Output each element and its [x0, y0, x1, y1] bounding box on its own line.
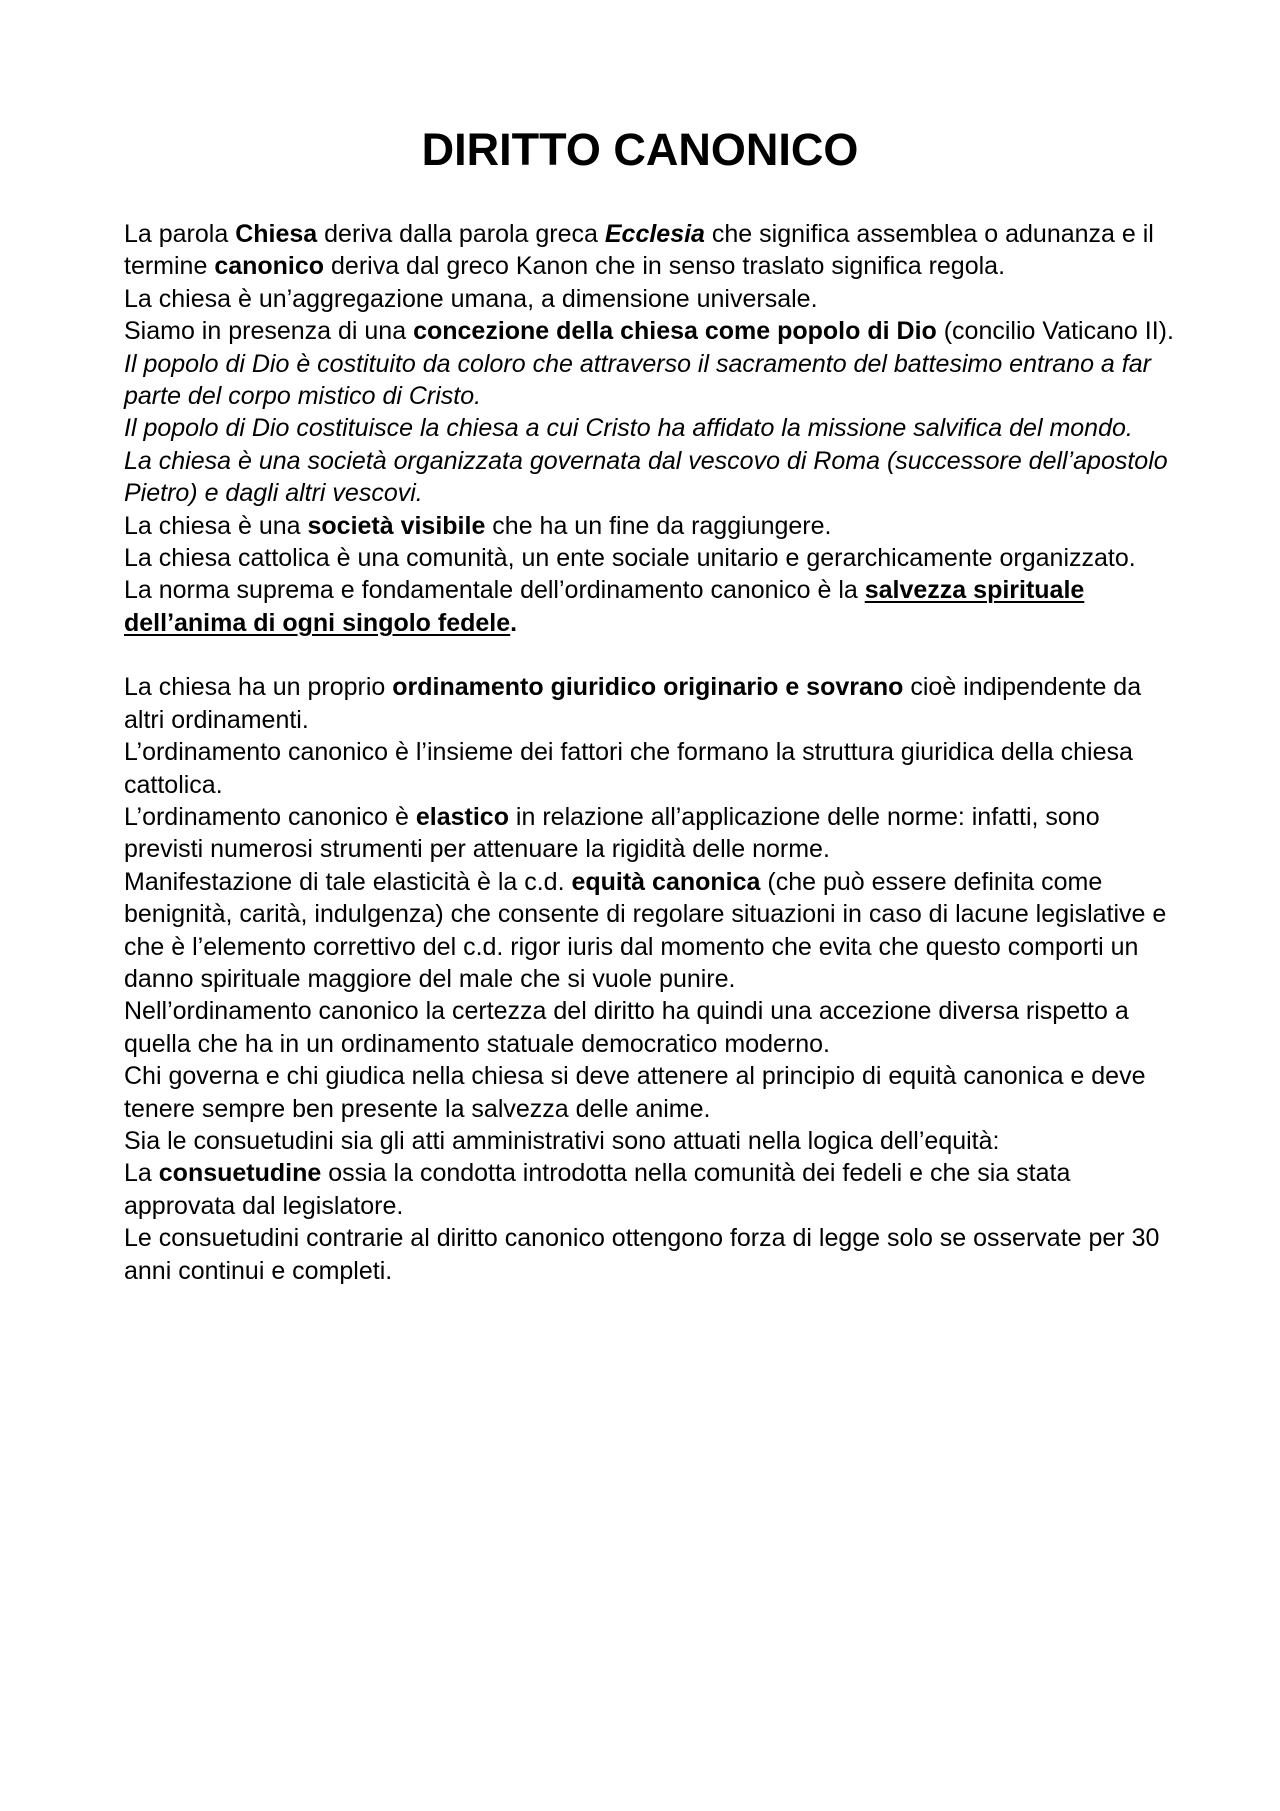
text-run: deriva dal greco Kanon che in senso traslato significa regola.	[324, 252, 1006, 281]
paragraph	[124, 1157, 1184, 1222]
paragraph	[124, 412, 1184, 444]
paragraph	[124, 510, 1184, 542]
text-run: Nell’ordinamento canonico la certezza del diritto ha quindi una accezione diversa rispetto a quella che ha in un ordinamento statuale democratico moderno.	[124, 997, 1129, 1058]
text-run: L’ordinamento canonico è l’insieme dei fattori che formano la struttura giuridica della chiesa cattolica.	[124, 738, 1133, 799]
text-run: La chiesa ha un proprio	[124, 673, 393, 702]
paragraph	[124, 348, 1184, 413]
emphasis-text: equità canonica	[571, 867, 761, 896]
text-run: La chiesa è una società organizzata governata dal vescovo di Roma (successore dell’apostolo Pietro) e dagli altri vescovi.	[124, 446, 1168, 508]
paragraph	[124, 995, 1184, 1060]
text-run: La norma suprema e fondamentale dell’ordinamento canonico è la	[124, 576, 865, 605]
text-run: deriva dalla parola greca	[317, 220, 605, 248]
paragraph	[124, 574, 1184, 639]
text-run: Le consuetudini contrarie al diritto canonico ottengono forza di legge solo se osservate per 30 anni continui e completi.	[124, 1224, 1160, 1285]
emphasis-text: salvezza spirituale dell’anima di ogni singolo fedele	[124, 576, 1085, 637]
paragraph	[124, 283, 1184, 315]
text-run: che ha un fine da raggiungere.	[485, 511, 832, 540]
text-run: (che può essere definita come benignità, carità, indulgenza) che consente di regolare situazioni in caso di lacune legislative e che è l’elemento correttivo del c.d. rigor iuris dal momento che evita che questo comporti un danno spirituale maggiore del male che si vuole punire.	[124, 867, 1167, 993]
paragraph	[124, 866, 1184, 996]
text-run: Siamo in presenza di una	[124, 317, 414, 346]
paragraph	[124, 671, 1184, 736]
text-run: cioè indipendente da altri ordinamenti.	[124, 673, 1142, 734]
paragraph-spacer	[124, 639, 1184, 671]
emphasis-text: società visibile	[307, 511, 486, 540]
paragraph	[124, 445, 1184, 510]
emphasis-text: Chiesa	[235, 220, 318, 248]
text-run: L’ordinamento canonico è	[124, 802, 416, 831]
paragraph	[124, 315, 1184, 347]
text-run: La chiesa è una	[124, 511, 308, 540]
text-run: che significa assemblea o adunanza e il termine	[124, 220, 1154, 281]
text-run: Il popolo di Dio costituisce la chiesa a cui Cristo ha affidato la missione salvifica del mondo.	[124, 414, 1133, 443]
emphasis-text: elastico	[415, 802, 509, 831]
emphasis-text: consuetudine	[158, 1159, 322, 1188]
text-run: La	[124, 1159, 159, 1188]
text-run: La chiesa cattolica è una comunità, un ente sociale unitario e gerarchicamente organizzato.	[124, 544, 1136, 573]
emphasis-text: ordinamento giuridico originario e sovrano	[392, 673, 904, 702]
page-title: DIRITTO CANONICO	[421, 124, 859, 175]
text-run: Il popolo di Dio è costituito da coloro che attraverso il sacramento del battesimo entrano a far parte del corpo mistico di Cristo.	[124, 349, 1151, 411]
emphasis-text: Ecclesia	[604, 220, 705, 248]
text-run: Sia le consuetudini sia gli atti amministrativi sono attuati nella logica dell’equità:	[124, 1126, 1000, 1155]
emphasis-text: .	[510, 608, 518, 637]
paragraph	[124, 218, 1184, 283]
paragraph	[124, 1060, 1184, 1125]
emphasis-text: canonico	[214, 252, 325, 281]
paragraph	[124, 801, 1184, 866]
text-run: (concilio Vaticano II).	[936, 317, 1174, 346]
text-run: La parola	[124, 220, 236, 248]
paragraph	[124, 542, 1184, 574]
paragraph	[124, 1125, 1184, 1157]
document-body	[124, 218, 1184, 1287]
text-run: La chiesa è un’aggregazione umana, a dimensione universale.	[124, 284, 818, 313]
text-run: Manifestazione di tale elasticità è la c.d.	[124, 867, 572, 896]
text-run: Chi governa e chi giudica nella chiesa si deve attenere al principio di equità canonica e deve tenere sempre ben presente la salvezza delle anime.	[124, 1062, 1146, 1123]
emphasis-text: concezione della chiesa come popolo di Dio	[413, 317, 937, 346]
paragraph	[124, 736, 1184, 801]
text-run: in relazione all’applicazione delle norme: infatti, sono previsti numerosi strumenti per attenuare la rigidità delle norme.	[124, 802, 1100, 864]
text-run: ossia la condotta introdotta nella comunità dei fedeli e che sia stata approvata dal legislatore.	[124, 1159, 1071, 1220]
paragraph	[124, 1222, 1184, 1287]
